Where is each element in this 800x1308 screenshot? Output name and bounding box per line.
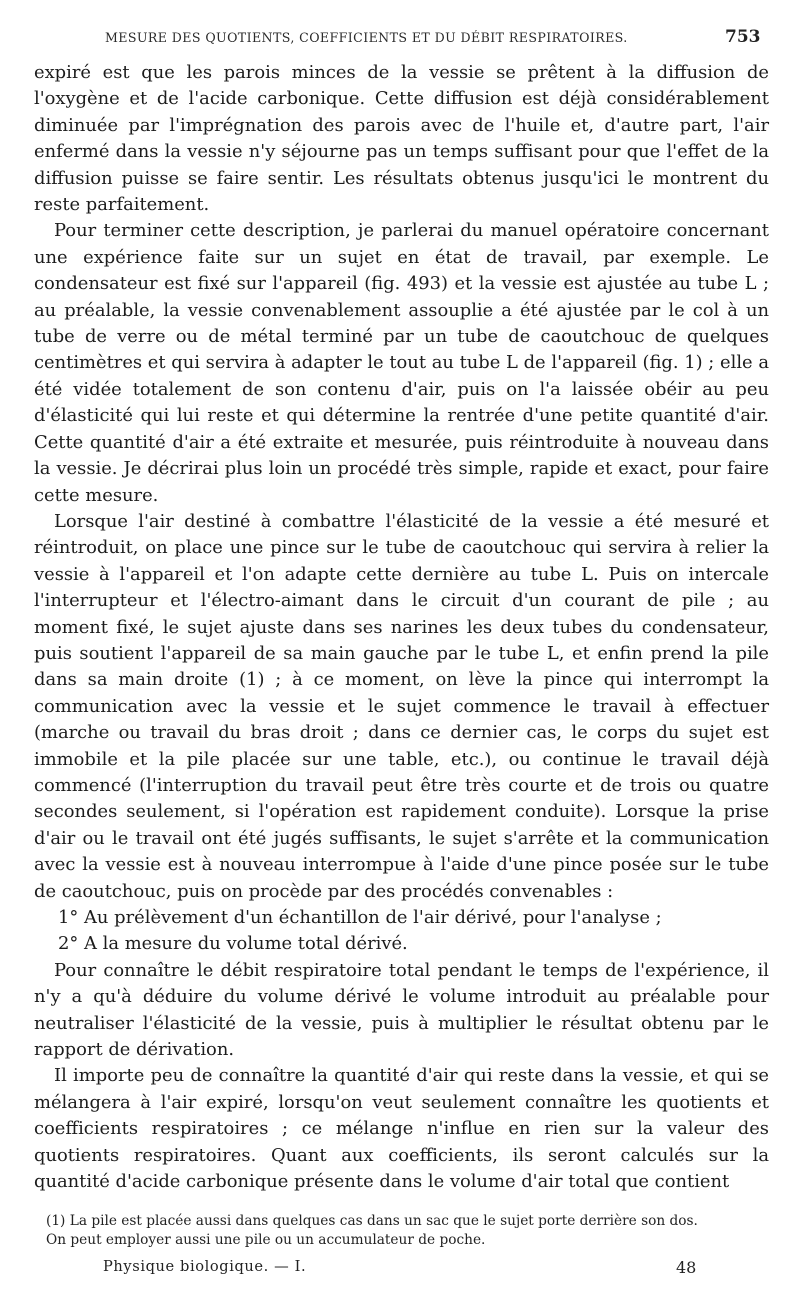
- paragraph-continuation: expiré est que les parois minces de la vessie se prêtent à la diffusion de l'oxygène et de l'acide carbonique. Cette diffusion est déjà considérablement diminuée par l'imprégnation des parois avec de l'huile et, d'autre part, l'air enfermé dans la vessie n'y séjourne pas un temps suffisant pour que l'effet de la diffusion puisse se faire sentir. Les résultats obtenus jusqu'ici le montrent du reste parfaitement.: [34, 62, 769, 216]
- body-text: [34, 60, 769, 1195]
- book-title-footer: Physique biologique. — I.: [103, 1258, 307, 1275]
- list-item-sampling: 1° Au prélèvement d'un échantillon de l'air dérivé, pour l'analyse ;: [58, 907, 662, 928]
- paragraph-air-measurement: Lorsque l'air destiné à combattre l'élasticité de la vessie a été mesuré et réintroduit, on place une pince sur le tube de caoutchouc qui servira à relier la vessie à l'appareil et l'on adapte cette dernière au tube L. Puis on intercale l'interrupteur et l'électro-aimant dans le circuit d'un courant de pile ; au moment fixé, le sujet ajuste dans ses narines les deux tubes du condensateur, puis soutient l'appareil de sa main gauche par le tube L, et enfin prend la pile dans sa main droite (1) ; à ce moment, on lève la pince qui interrompt la communication avec la vessie et le sujet commence le travail à effectuer (marche ou travail du bras droit ; dans ce dernier cas, le corps du sujet est immobile et la pile placée sur une table, etc.), ou continue le travail déjà commencé (l'interruption du travail peut être très courte et de trois ou quatre secondes seulement, si l'opération est rapidement conduite). Lorsque la prise d'air ou le travail ont été jugés suffisants, le sujet s'arrête et la communication avec la vessie est à nouveau interrompue à l'aide d'une pince posée sur le tube de caoutchouc, puis on procède par des procédés convenables :: [34, 510, 769, 902]
- footnote: [46, 1212, 786, 1250]
- paragraph-procedure: Pour terminer cette description, je parlerai du manuel opératoire concernant une expérience faite sur un sujet en état de travail, par exemple. Le condensateur est fixé sur l'appareil (fig. 493) et la vessie est ajustée au tube L ; au préalable, la vessie convenablement assouplie a été ajustée par le col à un tube de verre ou de métal terminé par un tube de caoutchouc de quelques centimètres et qui servira à adapter le tout au tube L de l'appareil (fig. 1) ; elle a été vidée totalement de son contenu d'air, puis on l'a laissée obéir au peu d'élasticité qui lui reste et qui détermine la rentrée d'une petite quantité d'air. Cette quantité d'air a été extraite et mesurée, puis réintroduite à nouveau dans la vessie. Je décrirai plus loin un procédé très simple, rapide et exact, pour faire cette mesure.: [34, 220, 769, 506]
- list-item-volume: 2° A la mesure du volume total dérivé.: [58, 933, 408, 955]
- footnote-line: On peut employer aussi une pile ou un accumulateur de poche.: [46, 1232, 486, 1248]
- running-title: MESURE DES QUOTIENTS, COEFFICIENTS ET DU DÉBIT RESPIRATOIRES.: [105, 30, 628, 45]
- paragraph-quotients: Il importe peu de connaître la quantité d'air qui reste dans la vessie, et qui se mélangera à l'air expiré, lorsqu'on veut seulement connaître les quotients et coefficients respiratoires ; ce mélange n'influe en rien sur la valeur des quotients respiratoires. Quant aux coefficients, ils seront calculés sur la quantité d'acide carbonique présente dans le volume d'air total que contient: [34, 1065, 769, 1193]
- signature-mark: 48: [676, 1258, 697, 1277]
- page-number: 753: [725, 27, 761, 47]
- footnote-line: (1) La pile est placée aussi dans quelques cas dans un sac que le sujet porte derrière son dos.: [46, 1213, 698, 1229]
- paragraph-respiratory-flow: Pour connaître le débit respiratoire total pendant le temps de l'expérience, il n'y a qu'à déduire du volume dérivé le volume introduit au préalable pour neutraliser l'élasticité de la vessie, puis à multiplier le résultat obtenu par le rapport de dérivation.: [34, 959, 769, 1061]
